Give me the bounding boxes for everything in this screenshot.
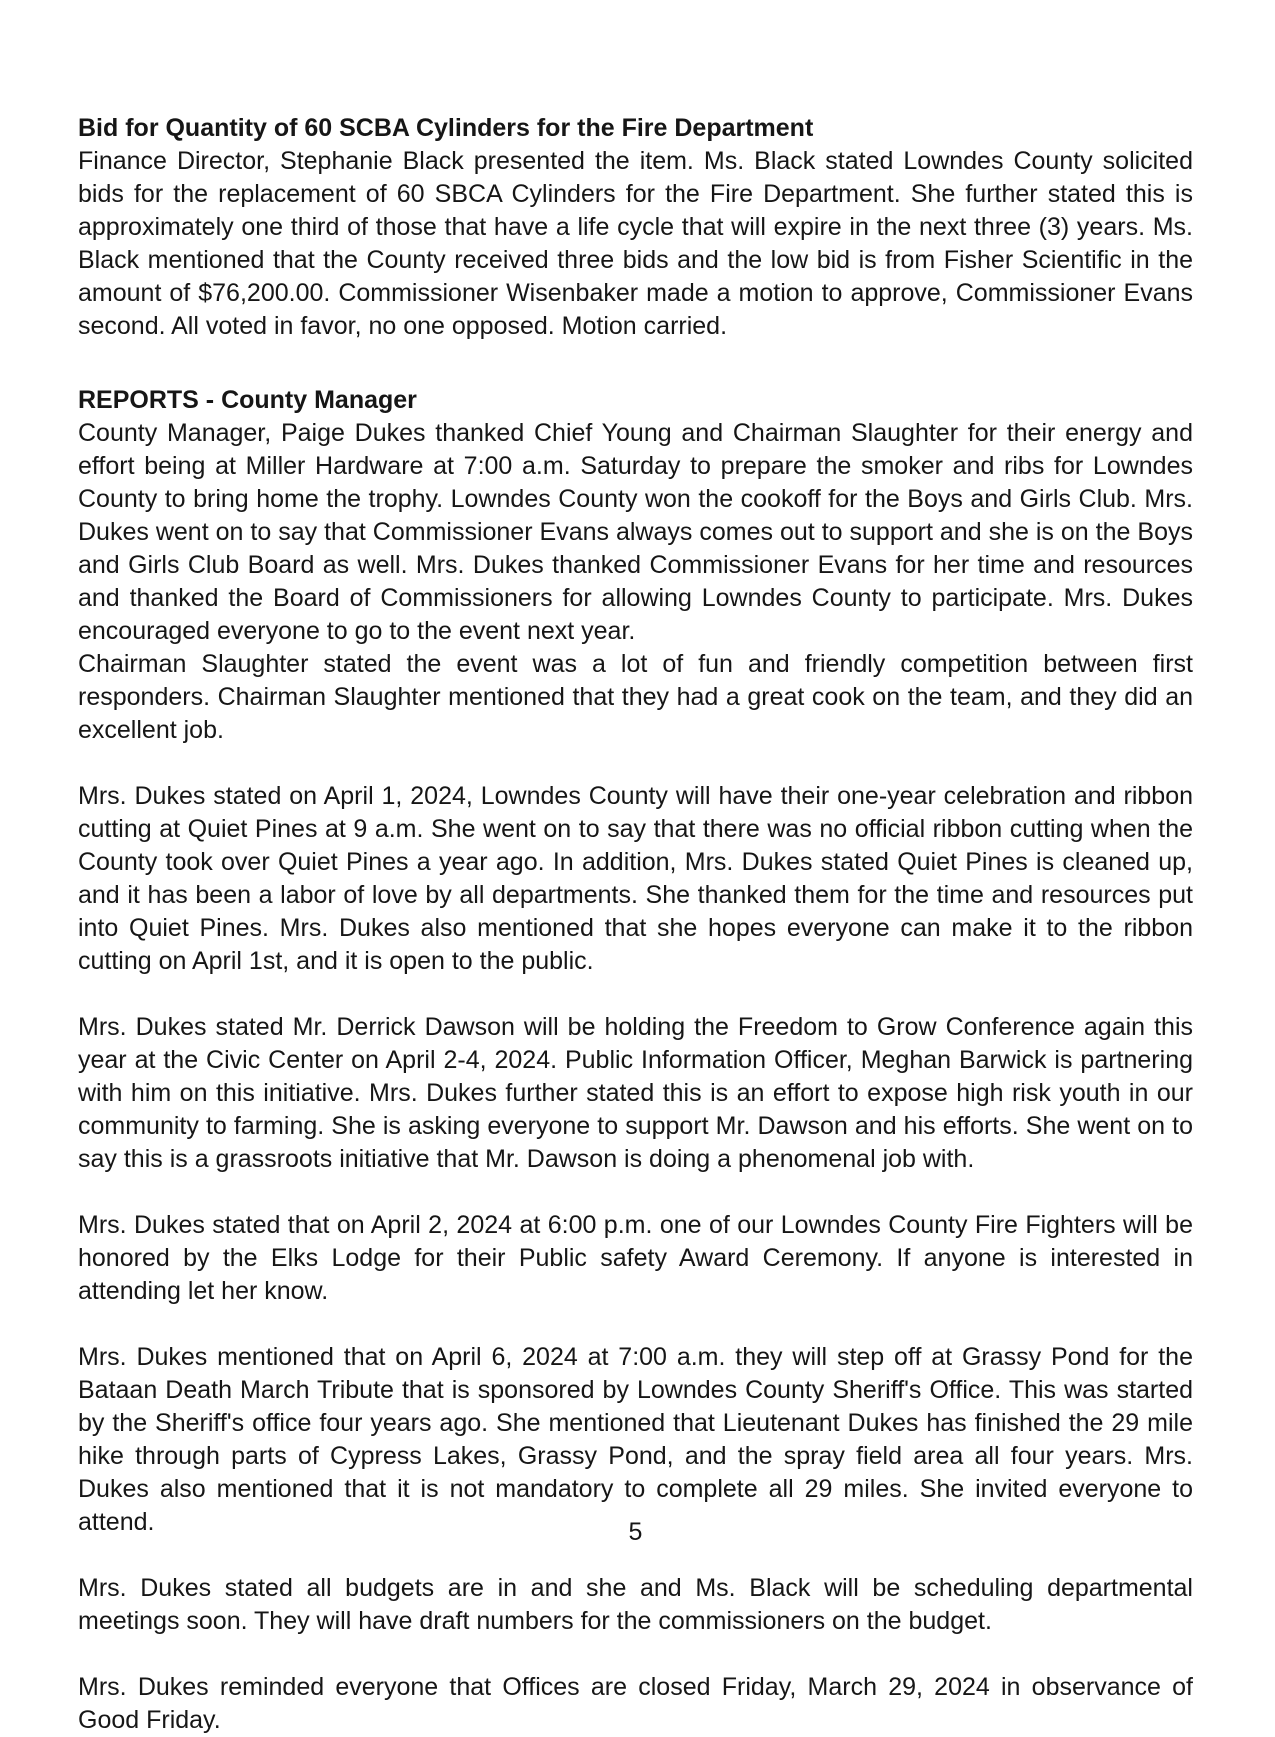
paragraph-scba-bid: Finance Director, Stephanie Black presented the item. Ms. Black stated Lowndes County solicited bids for the replacement of 60 SBCA Cylinders for the Fire Department. She further stated this is approximately one third of those that have a life cycle that will expire in the next three (3) years. Ms. Black mentioned that the County received three bids and the low bid is from Fisher Scientific in the amount of $76,200.00. Commissioner Wisenbaker made a motion to approve, Commissioner Evans second. All voted in favor, no one opposed. Motion carried.: [78, 147, 1193, 340]
section-heading-reports-county-manager: REPORTS - County Manager: [78, 386, 417, 414]
paragraph-good-friday: Mrs. Dukes reminded everyone that Offices are closed Friday, March 29, 2024 in observance of Good Friday.: [78, 1673, 1193, 1734]
paragraph-quiet-pines: Mrs. Dukes stated on April 1, 2024, Lowndes County will have their one-year celebration and ribbon cutting at Quiet Pines at 9 a.m. She went on to say that there was no official ribbon cutting when the County took over Quiet Pines a year ago. In addition, Mrs. Dukes stated Quiet Pines is cleaned up, and it has been a labor of love by all departments. She thanked them for the time and resources put into Quiet Pines. Mrs. Dukes also mentioned that she hopes everyone can make it to the ribbon cutting on April 1st, and it is open to the public.: [78, 782, 1193, 975]
paragraph-elks-lodge-award: Mrs. Dukes stated that on April 2, 2024 at 6:00 p.m. one of our Lowndes County Fire Fighters will be honored by the Elks Lodge for their Public safety Award Ceremony. If anyone is interested in attending let her know.: [78, 1211, 1193, 1305]
paragraph-chairman-slaughter: Chairman Slaughter stated the event was a lot of fun and friendly competition between first responders. Chairman Slaughter mentioned that they had a great cook on the team, and they did an excellent job.: [78, 650, 1193, 744]
paragraph-freedom-to-grow: Mrs. Dukes stated Mr. Derrick Dawson will be holding the Freedom to Grow Conference again this year at the Civic Center on April 2-4, 2024. Public Information Officer, Meghan Barwick is partnering with him on this initiative. Mrs. Dukes further stated this is an effort to expose high risk youth in our community to farming. She is asking everyone to support Mr. Dawson and his efforts. She went on to say this is a grassroots initiative that Mr. Dawson is doing a phenomenal job with.: [78, 1013, 1193, 1173]
section-scba-bid: [78, 112, 1193, 343]
paragraph-bataan-death-march: Mrs. Dukes mentioned that on April 6, 2024 at 7:00 a.m. they will step off at Grassy Pond for the Bataan Death March Tribute that is sponsored by Lowndes County Sheriff's Office. This was started by the Sheriff's office four years ago. She mentioned that Lieutenant Dukes has finished the 29 mile hike through parts of Cypress Lakes, Grassy Pond, and the spray field area all four years. Mrs. Dukes also mentioned that it is not mandatory to complete all 29 miles. She invited everyone to attend.: [78, 1343, 1193, 1536]
section-heading-scba-bid: Bid for Quantity of 60 SCBA Cylinders for the Fire Department: [78, 114, 814, 142]
page-number: 5: [628, 1518, 643, 1546]
paragraph-cookoff: County Manager, Paige Dukes thanked Chief Young and Chairman Slaughter for their energy and effort being at Miller Hardware at 7:00 a.m. Saturday to prepare the smoker and ribs for Lowndes County to bring home the trophy. Lowndes County won the cookoff for the Boys and Girls Club. Mrs. Dukes went on to say that Commissioner Evans always comes out to support and she is on the Boys and Girls Club Board as well. Mrs. Dukes thanked Commissioner Evans for her time and resources and thanked the Board of Commissioners for allowing Lowndes County to participate. Mrs. Dukes encouraged everyone to go to the event next year.: [78, 419, 1193, 645]
paragraph-budgets: Mrs. Dukes stated all budgets are in and she and Ms. Black will be scheduling departmental meetings soon. They will have draft numbers for the commissioners on the budget.: [78, 1574, 1193, 1635]
